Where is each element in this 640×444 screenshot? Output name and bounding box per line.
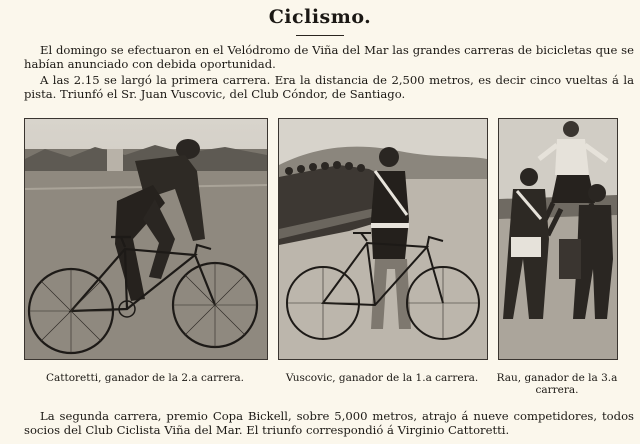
title-rule (296, 35, 344, 36)
first-race-paragraph: A las 2.15 se largó la primera carrera. Era la distancia de 2,500 metros, es decir cinco vueltas á la pista. Triunfó el Sr. Juan Vuscovic, del Club Cóndor, de Santiago. (24, 73, 634, 101)
article-title: Ciclismo. (268, 6, 372, 28)
photo-rau (498, 118, 618, 360)
caption-cattoretti: Cattoretti, ganador de la 2.a carrera. (45, 372, 245, 384)
caption-vuscovic: Vuscovic, ganador de la 1.a carrera. (285, 372, 479, 384)
photo-cattoretti (24, 118, 268, 360)
caption-rau: Rau, ganador de la 3.a carrera. (496, 372, 618, 396)
intro-paragraph: El domingo se efectuaron en el Velódromo de Viña del Mar las grandes carreras de bicicletas que se habían anunciado con debida oportunidad. (24, 43, 634, 71)
photo-vuscovic (278, 118, 488, 360)
second-race-paragraph: La segunda carrera, premio Copa Bickell, sobre 5,000 metros, atrajo á nueve competidores, todos socios del Club Ciclista Viña del Mar. El triunfo correspondió á Virginio Cattoretti. (24, 409, 634, 437)
